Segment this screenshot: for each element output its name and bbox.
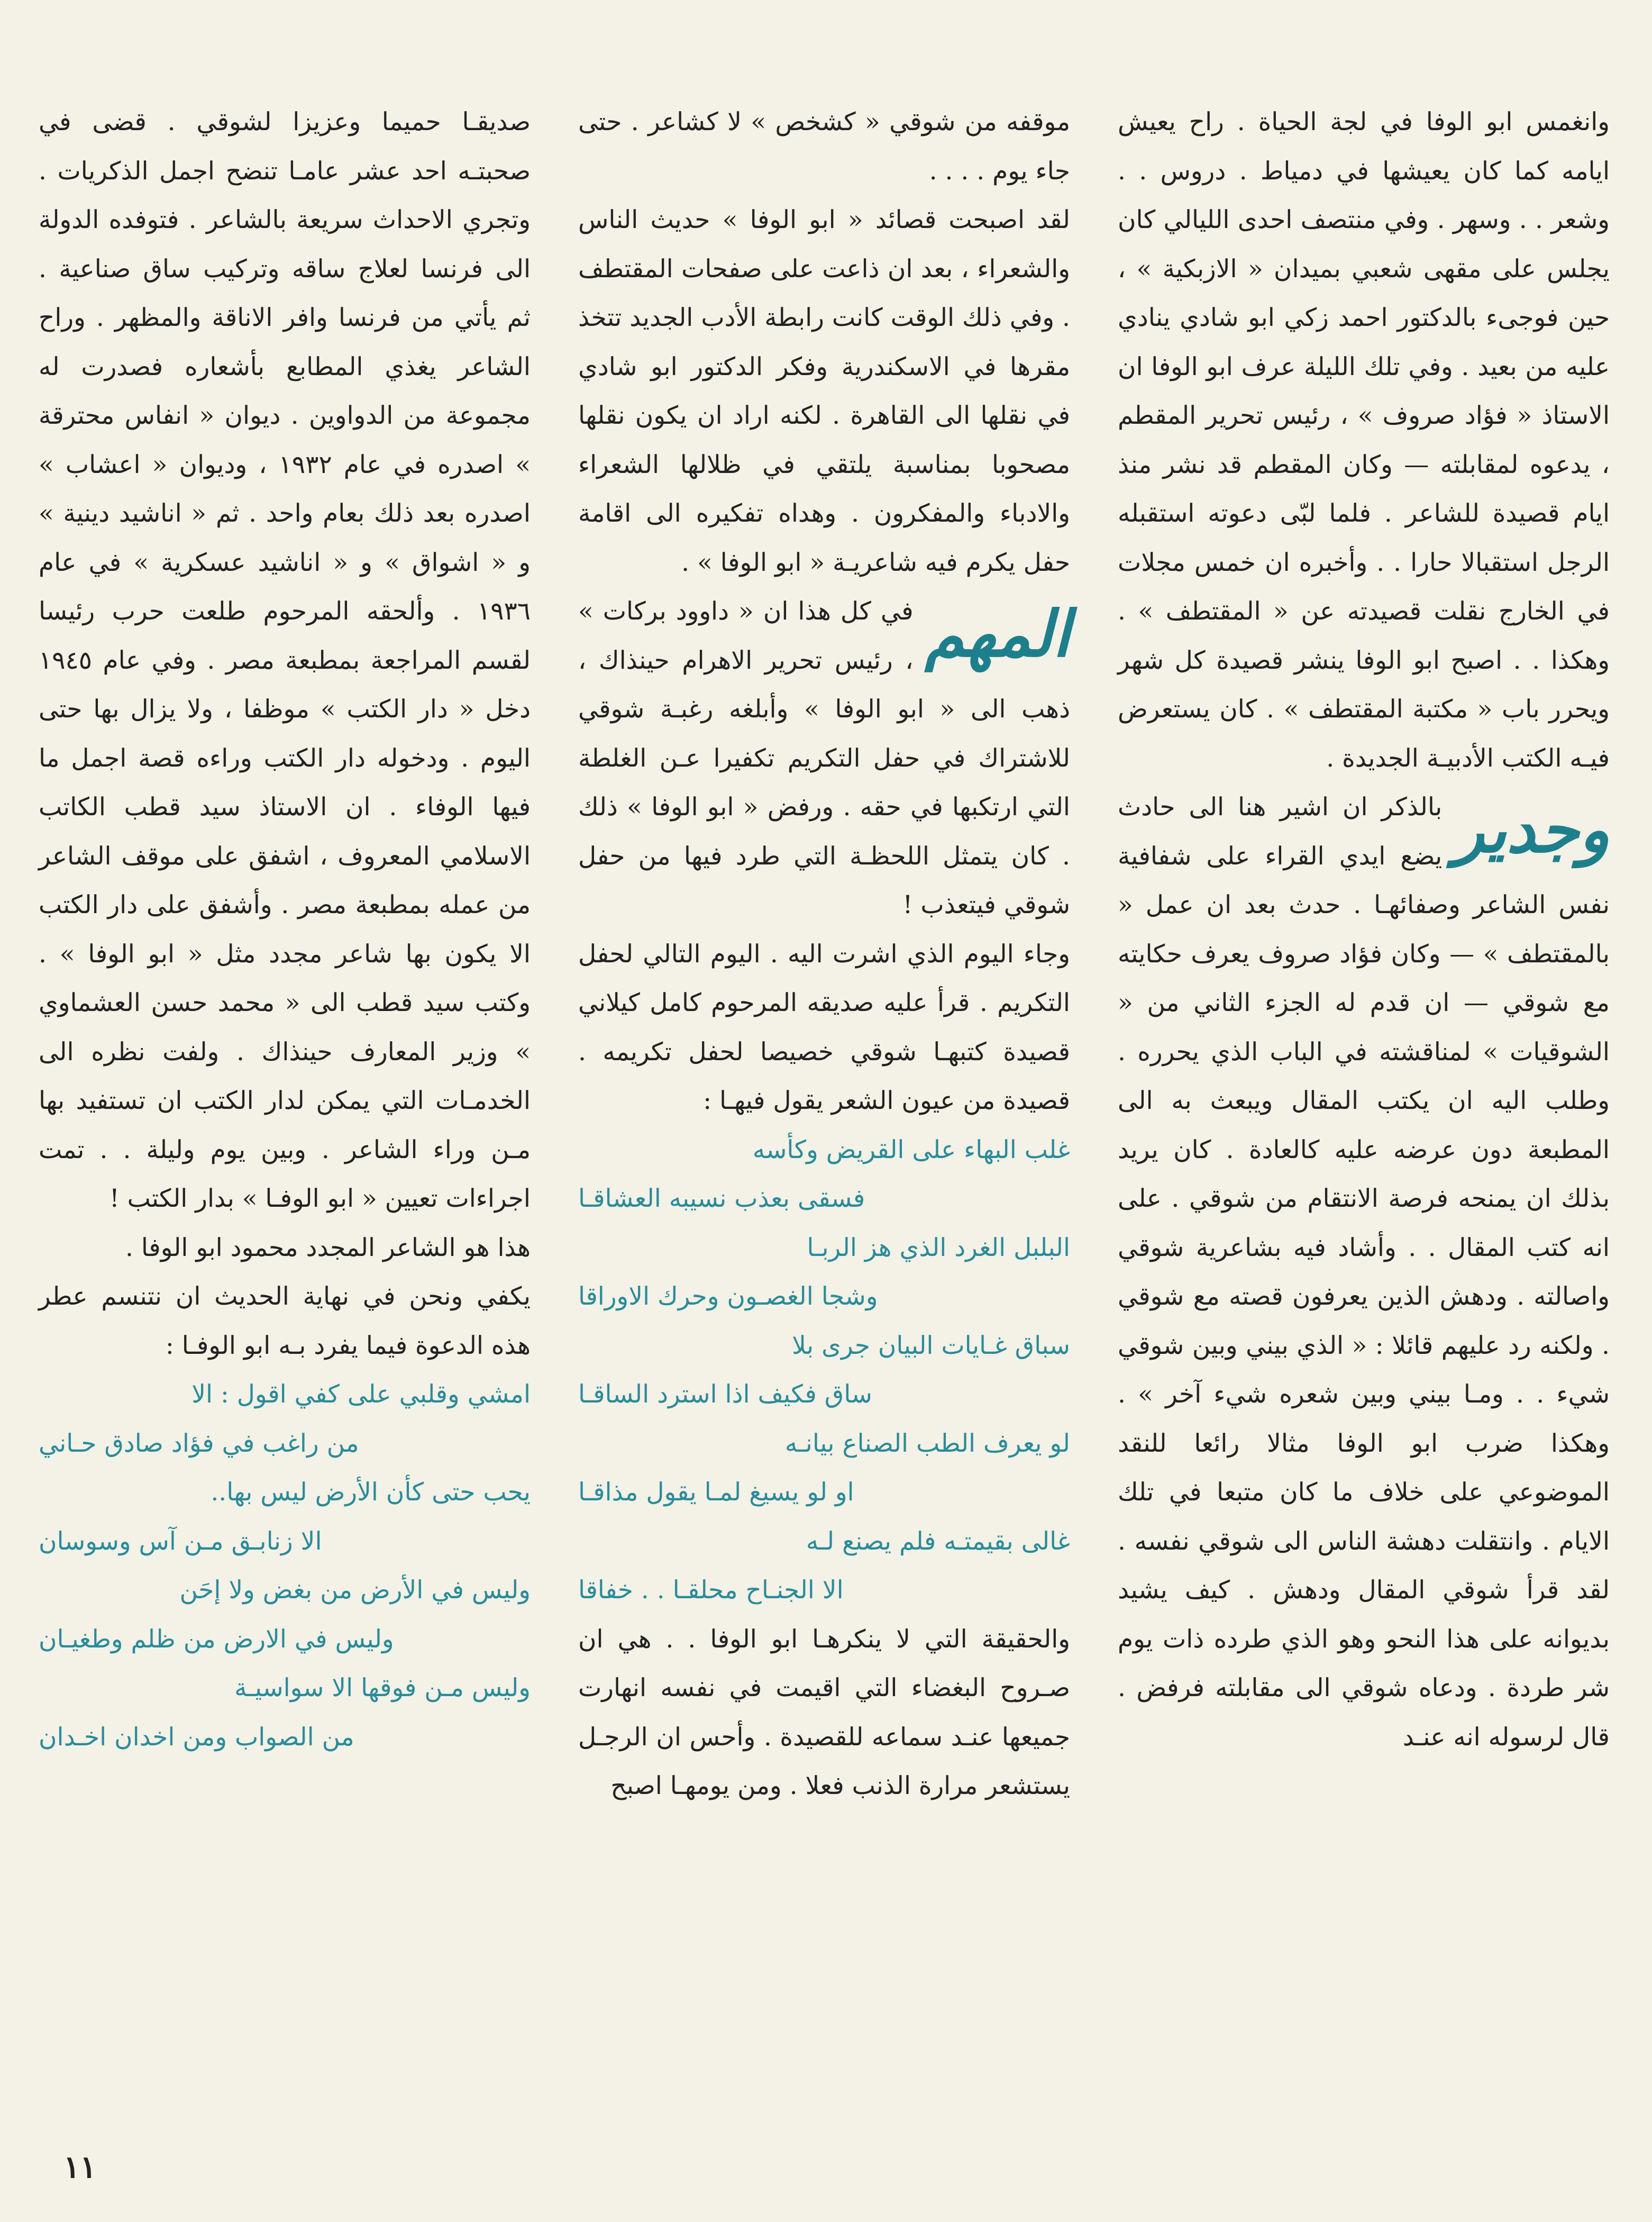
poem-verse: سباق غـايات البيان جرى بلا [792,1331,1070,1360]
article-column-middle [578,98,1070,1811]
poem-verse: وليس في الأرض من بغض ولا إحَن [179,1576,531,1605]
article-column-right [1118,98,1610,1762]
paragraph: يكفي ونحن في نهاية الحديث ان نتنسم عطر هذه الدعوة فيما يفرد بـه ابو الوفـا : [39,1282,531,1360]
poem-verse: من راغب في فؤاد صادق حـاني [39,1428,359,1458]
dropcap-paragraph [1118,783,1610,1762]
poem-verse: امشي وقلبي على كفي اقول : الا [191,1380,531,1409]
poem-shawqi [578,1126,1070,1615]
poem-verse: او لو يسيغ لمـا يقول مذاقـا [578,1478,854,1507]
poem-verse: فسقى بعذب نسيبه العشاقـا [578,1184,865,1213]
paragraph: هذا هو الشاعر المجدد محمود ابو الوفا . [125,1233,531,1262]
dropcap-word: المهم [925,597,1070,671]
poem-verse: ساق فكيف اذا استرد الساقـا [578,1380,872,1409]
paragraph: لقد اصبحت قصائد « ابو الوفا » حديث الناس والشعراء ، بعد ان ذاعت على صفحات المقتطف . وفي ذلك الوقت كانت رابطة الأدب الجديد تتخذ مقرها في الاسكندرية وفكر الدكتور ابو شادي في نقلها الى القاهرة . لكنه اراد ان يكون نقلها مصحوبا بمناسبة يلتقي في ظلالها الشعراء والادباء والمفكرون . وهداه تفكيره الى اقامة حفل يكرم فيه شاعريـة « ابو الوفا » . [578,205,1071,577]
poem-verse: من الصواب ومن اخدان اخـدان [39,1722,354,1752]
paragraph: صديقـا حميما وعزيزا لشوقي . قضى في صحبتـه احد عشر عامـا تنضح اجمل الذكريات . وتجري الاحداث سريعة بالشاعر . فتوفده الدولة الى فرنسا لعلاج ساقه وتركيب ساق صناعية . ثم يأتي من فرنسا وافر الاناقة والمظهر . وراح الشاعر يغذي المطابع بأشعاره فصدرت له مجموعة من الدواوين . ديوان « انفاس محترقة » اصدره في عام ١٩٣٢ ، وديوان « اعشاب » اصدره بعد ذلك بعام واحد . ثم « اناشيد دينية » و « اشواق » و « اناشيد عسكرية » في عام ١٩٣٦ . وألحقه المرحوم طلعت حرب رئيسا لقسم المراجعة بمطبعة مصر . وفي عام ١٩٤٥ دخل « دار الكتب » موظفا ، ولا يزال بها حتى اليوم . ودخوله دار الكتب وراءه قصة اجمل ما فيها الوفاء . ان الاستاذ سيد قطب الكاتب الاسلامي المعروف ، اشفق على موقف الشاعر من عمله بمطبعة مصر . وأشفق على دار الكتب الا يكون بها شاعر مجدد مثل « ابو الوفا » . وكتب سيد قطب الى « محمد حسن العشماوي » وزير المعارف حينذاك . ولفت نظره الى الخدمـات التي يمكن لدار الكتب ان تستفيد بها مـن وراء الشاعر . وبين يوم وليلة . . تمت اجراءات تعيين « ابو الوفـا » بدار الكتب ! [39,107,531,1213]
paragraph: وجاء اليوم الذي اشرت اليه . اليوم التالي لحفل التكريم . قرأ عليه صديقه المرحوم كامل كيلاني قصيدة كتبهـا شوقي خصيصا لحفل تكريمه . قصيدة من عيون الشعر يقول فيهـا : [578,939,1070,1115]
paragraph: والحقيقة التي لا ينكرهـا ابو الوفا . . هي ان صـروح البغضاء التي اقيمت في نفسه انهارت جميعها عنـد سماعه للقصيدة . وأحس ان الرجـل يستشعر مرارة الذنب فعلا . ومن يومهـا اصبح [578,1624,1070,1800]
poem-verse: غلب البهاء على القريض وكأسه [752,1135,1070,1164]
poem-verse: البلبل الغرد الذي هز الربـا [807,1233,1070,1262]
poem-verse: الا زنابـق مـن آس وسوسان [39,1526,322,1556]
poem-verse: يحب حتى كأن الأرض ليس بها.. [211,1478,531,1507]
dropcap-paragraph [578,587,1070,930]
paragraph: في كل هذا ان « داوود بركات » ، رئيس تحرير الاهرام حينذاك ، ذهب الى « ابو الوفا » وأبلغه رغبـة شوقي للاشتراك في حفل التكريم تكفيرا عـن الغلطة التي ارتكبها في حقه . ورفض « ابو الوفا » ذلك . كان يتمثل اللحظـة التي طرد فيها من حفل شوقي فيتعذب ! [578,597,1070,919]
poem-verse: وليس مـن فوقها الا سواسيـة [234,1673,531,1702]
dropcap-word: وجدير [1454,793,1610,867]
paragraph: بالذكر ان اشير هنا الى حادث يضع ايدي القراء على شفافية نفس الشاعر وصفائهـا . حدث بعد ان عمل « بالمقتطف » — وكان فؤاد صروف يعرف حكايته مع شوقي — ان قدم له الجزء الثاني من « الشوقيات » لمناقشته في الباب الذي يحرره . وطلب اليه ان يكتب المقال ويبعث به الى المطبعة دون عرضه عليه كالعادة . كان يريد بذلك ان يمنحه فرصة الانتقام من شوقي . على انه كتب المقال . . وأشاد فيه بشاعرية شوقي واصالته . ودهش الذين يعرفون قصته مع شوقي . ولكنه رد عليهم قائلا : « الذي بيني وبين شوقي شيء . . ومـا بيني وبين شعره شيء آخر » . وهكذا ضرب ابو الوفا مثالا رائعا للنقد الموضوعي على خلاف ما كان متبعا في تلك الايام . وانتقلت دهشة الناس الى شوقي نفسه . لقد قرأ شوقي المقال ودهش . كيف يشيد بديوانه على هذا النحو وهو الذي طرده ذات يوم شر طردة . ودعاه شوقي الى مقابلته فرفض . قال لرسوله انه عنـد [1118,793,1610,1752]
poem-verse: وليس في الارض من ظلم وطغيـان [39,1624,394,1654]
poem-abu-alwafa [39,1370,531,1762]
paragraph: موقفه من شوقي « كشخص » لا كشاعر . حتى جاء يوم . . . . [578,107,1070,186]
poem-verse: وشجا الغصـون وحرك الاوراقا [578,1282,878,1311]
page-number: ١١ [63,2149,97,2185]
paragraph: وانغمس ابو الوفا في لجة الحياة . راح يعيش ايامه كما كان يعيشها في دمياط . دروس . . وشعر . . وسهر . وفي منتصف احدى الليالي كان يجلس على مقهى شعبي بميدان « الازبكية » ، حين فوجىء بالدكتور احمد زكي ابو شادي ينادي عليه من بعيد . وفي تلك الليلة عرف ابو الوفا ان الاستاذ « فؤاد صروف » ، رئيس تحرير المقطم ، يدعوه لمقابلته — وكان المقطم قد نشر منذ ايام قصيدة للشاعر . فلما لبّى دعوته استقبله الرجل استقبالا حارا . . وأخبره ان خمس مجلات في الخارج نقلت قصيدته عن « المقتطف » . وهكذا . . اصبح ابو الوفا ينشر قصيدة كل شهر ويحرر باب « مكتبة المقتطف » . كان يستعرض فيـه الكتب الأدبيـة الجديدة . [1118,107,1610,773]
poem-verse: الا الجنـاح محلقـا . . خفاقا [578,1576,844,1605]
poem-verse: لو يعرف الطب الصناع بيانـه [784,1428,1070,1458]
article-column-left [39,98,531,1762]
poem-verse: غالى بقيمتـه فلم يصنع لـه [806,1526,1070,1556]
